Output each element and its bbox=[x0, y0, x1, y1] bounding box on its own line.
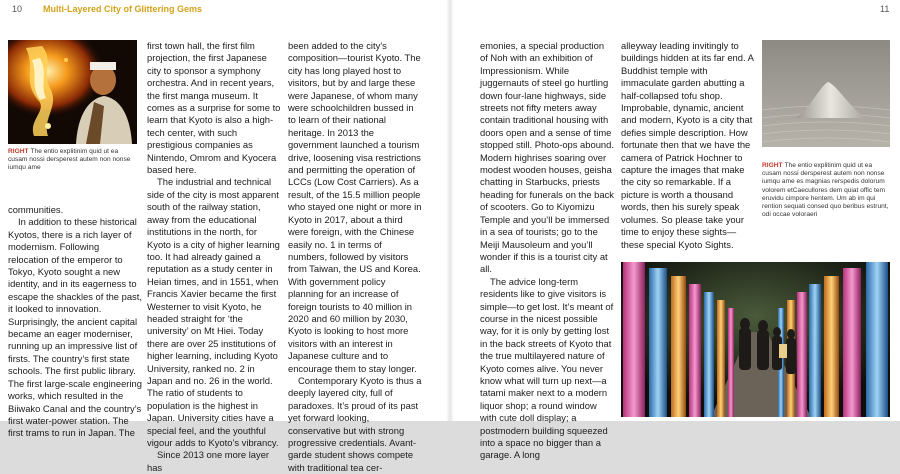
page-number-right: 11 bbox=[880, 4, 890, 14]
caption-label: RIGHT bbox=[8, 148, 29, 155]
sand-cone-garden-photo bbox=[762, 40, 890, 147]
paragraph: The industrial and technical side of the city is most apparent south of the railway station, away from the educational institutions in the north, for Kyoto is a city of higher learning too. It had already gained a reputation as a study center in Heian times, and in 1551, when Francis Xavier became the first Westerner to visit Kyoto, he headed straight for ‘the university’ on Mt Hiei. Today there are over 25 institutions of higher learning, including Kyoto University, ranked no. 2 in Japan and no. 26 in the world. The ratio of students to population is the highest in Japan. University cities have a special feel, and the youthful vigour adds to Kyoto’s vibrancy. bbox=[147, 176, 280, 448]
paragraph: alleyway leading invitingly to buildings hidden at its far end. A Buddhist temple with immaculate garden abutting a half-collapsed tofu shop. Improbable, dynamic, ancient and modern, Kyoto is a city that defies simple description. How fortunate then that we have the camera of Patrick Hochner to capture the images that make the city so remarkable. If a picture is worth a thousand words, then his surely speak volumes. So please take your time to enjoy these sights—these special Kyoto Sights. bbox=[621, 40, 754, 250]
paragraph: The advice long-term residents like to give visitors is simple—to get lost. It’s meant of course in the nicest possible way, for it is only by getting lost in the back streets of Kyoto that the true multilayered nature of Kyoto comes alive. You never know what will turn up next—a tatami maker next to a modern liquor shop; a round window with cute doll display; a postmodern building squeezed into a space no bigger than a garage. A long bbox=[480, 275, 614, 461]
left-column-2 bbox=[147, 40, 281, 473]
page-number-left: 10 bbox=[12, 4, 23, 14]
left-column-3 bbox=[288, 40, 422, 473]
paragraph: Since 2013 one more layer has bbox=[147, 449, 270, 473]
caption-text: The entio explitinim quid ut ea cusam nossi dersperest autem non nonse iumqu ame es magnias rerspedis dolorum volorem etCaecullores dem quiat offic tem eruvidu cimpore hentem. Um ab im qui rention sequati consed quo beribus estrunt, odi occae voloraeri bbox=[762, 162, 889, 219]
paragraph: communities. bbox=[8, 204, 64, 215]
paragraph: been added to the city’s composition—tourist Kyoto. The city has long played host to visitors, but by and large these were Japanese, of whom many were schoolchildren bussed in to learn of their national heritage. In 2013 the government launched a tourism drive, loosening visa restrictions and permitting the operation of LCCs (Low Cost Carriers). As a result, of the 15.5 million people who stayed one night or more in Kyoto in 2017, about a third were foreign, with the Chinese easily no. 1 in terms of numbers, followed by visitors from Taiwan, the US and Korea. With government policy planning for an increase of foreign tourists to 40 million in 2020 and 60 million by 2030, Kyoto is looking to host more visitors with an interest in Japanese culture and to encourage them to stay longer. bbox=[288, 40, 422, 374]
torch-festival-photo bbox=[8, 40, 137, 144]
left-column-1 bbox=[8, 204, 142, 439]
kimono-forest-photo bbox=[621, 262, 890, 417]
paragraph: In addition to these historical Kyotos, there is a rich layer of modernism. Following relocation of the emperor to Tokyo, Kyoto sought a new identity, and in its eagerness to escape the shackles of the past, it looked to innovation. Surprisingly, the ancient capital became an eager moderniser, running up an impressive list of firsts. The country’s first state schools. The first public library. The first large-scale engineering works, which resulted in the Biiwako Canal and the country’s first water-power station. The first trams to run in Japan. The bbox=[8, 216, 142, 439]
paragraph: Contemporary Kyoto is thus a deeply layered city, full of paradoxes. It’s proud of its past yet forward looking, conservative but with strong progressive credentials. Avant-garde student shows compete with traditional tea cer- bbox=[288, 374, 422, 473]
spine-gutter bbox=[446, 0, 454, 421]
paragraph: first town hall, the first film projection, the first Japanese city to sponsor a symphony orchestra. And in recent years, the first manga museum. It comes as a surprise for some to learn that Kyoto is also a high-tech center, with such prestigious companies as Nintendo, Omrom and Kyocera based here. bbox=[147, 40, 281, 176]
photo-caption-left bbox=[8, 148, 138, 172]
right-column-1 bbox=[480, 40, 614, 461]
caption-text: The entio explitinim quid ut ea cusam nossi dersperest autem non nonse iumqu ame bbox=[8, 148, 131, 172]
right-column-2 bbox=[621, 40, 755, 250]
photo-caption-right bbox=[762, 162, 892, 219]
paragraph: emonies, a special production of Noh with an exhibition of Impressionism. While juggernauts of steel go hurtling down four-lane highways, side streets not fifty meters away contain traditional housing with doors open and a sense of time stopped still. Photo-ops abound. Modern highrises soaring over modest wooden houses, geisha chatting in Starbucks, priests heading for funerals on the back of scooters. Go to Kiyomizu Temple and you’ll be immersed in a sea of tourists; go to the Meiji Mausoleum and you’ll wonder if this is a tourist city at all. bbox=[480, 40, 614, 275]
running-title: Multi-Layered City of Glittering Gems bbox=[43, 4, 203, 14]
caption-label: RIGHT bbox=[762, 162, 783, 169]
